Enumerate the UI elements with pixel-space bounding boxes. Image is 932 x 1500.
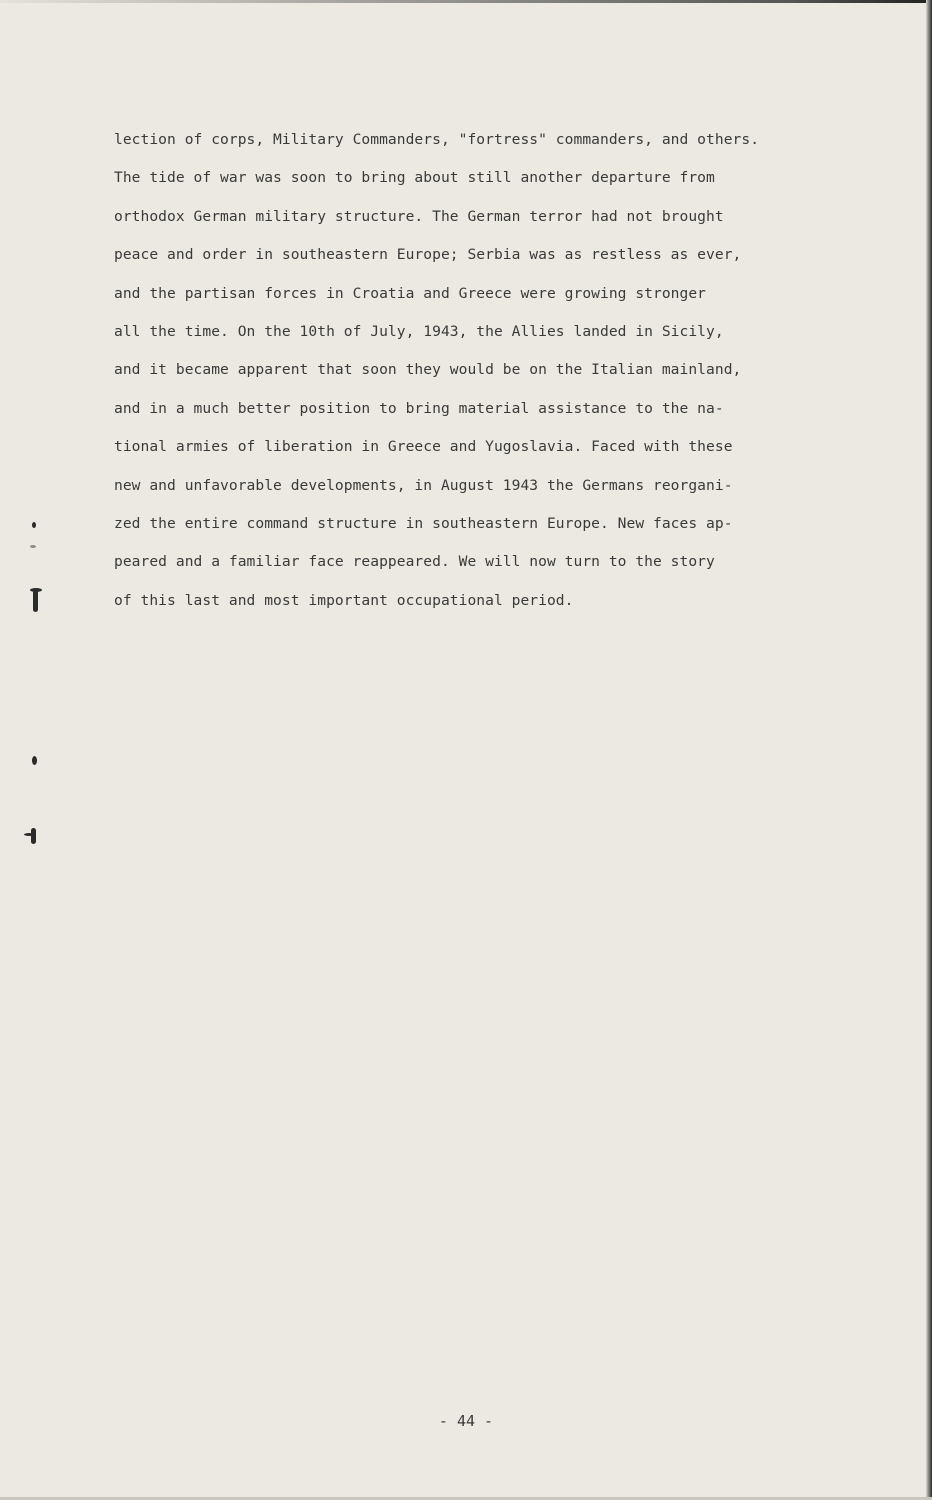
body-text bbox=[114, 126, 814, 625]
text-line: of this last and most important occupational period. bbox=[114, 591, 574, 609]
margin-mark bbox=[32, 756, 37, 765]
margin-mark bbox=[30, 545, 36, 548]
text-line: orthodox German military structure. The German terror had not brought bbox=[114, 207, 724, 225]
page-number: - 44 - bbox=[438, 1412, 494, 1430]
page-edge-right bbox=[926, 0, 932, 1500]
margin-mark bbox=[31, 828, 36, 844]
text-line: and in a much better position to bring material assistance to the na- bbox=[114, 399, 724, 417]
text-line: and it became apparent that soon they would be on the Italian mainland, bbox=[114, 361, 742, 379]
text-line: tional armies of liberation in Greece and Yugoslavia. Faced with these bbox=[114, 438, 733, 456]
text-line: lection of corps, Military Commanders, "fortress" commanders, and others. bbox=[114, 131, 760, 148]
text-line: peared and a familiar face reappeared. We will now turn to the story bbox=[114, 553, 715, 571]
page-edge-top bbox=[0, 0, 932, 3]
text-line: zed the entire command structure in southeastern Europe. New faces ap- bbox=[114, 514, 733, 532]
margin-mark bbox=[32, 522, 36, 528]
margin-mark bbox=[33, 590, 38, 612]
text-line: all the time. On the 10th of July, 1943, the Allies landed in Sicily, bbox=[114, 322, 724, 340]
text-line: and the partisan forces in Croatia and Greece were growing stronger bbox=[114, 284, 707, 302]
text-line: The tide of war was soon to bring about still another departure from bbox=[114, 169, 715, 187]
text-line: peace and order in southeastern Europe; Serbia was as restless as ever, bbox=[114, 246, 742, 264]
text-line: new and unfavorable developments, in August 1943 the Germans reorgani- bbox=[114, 476, 733, 494]
